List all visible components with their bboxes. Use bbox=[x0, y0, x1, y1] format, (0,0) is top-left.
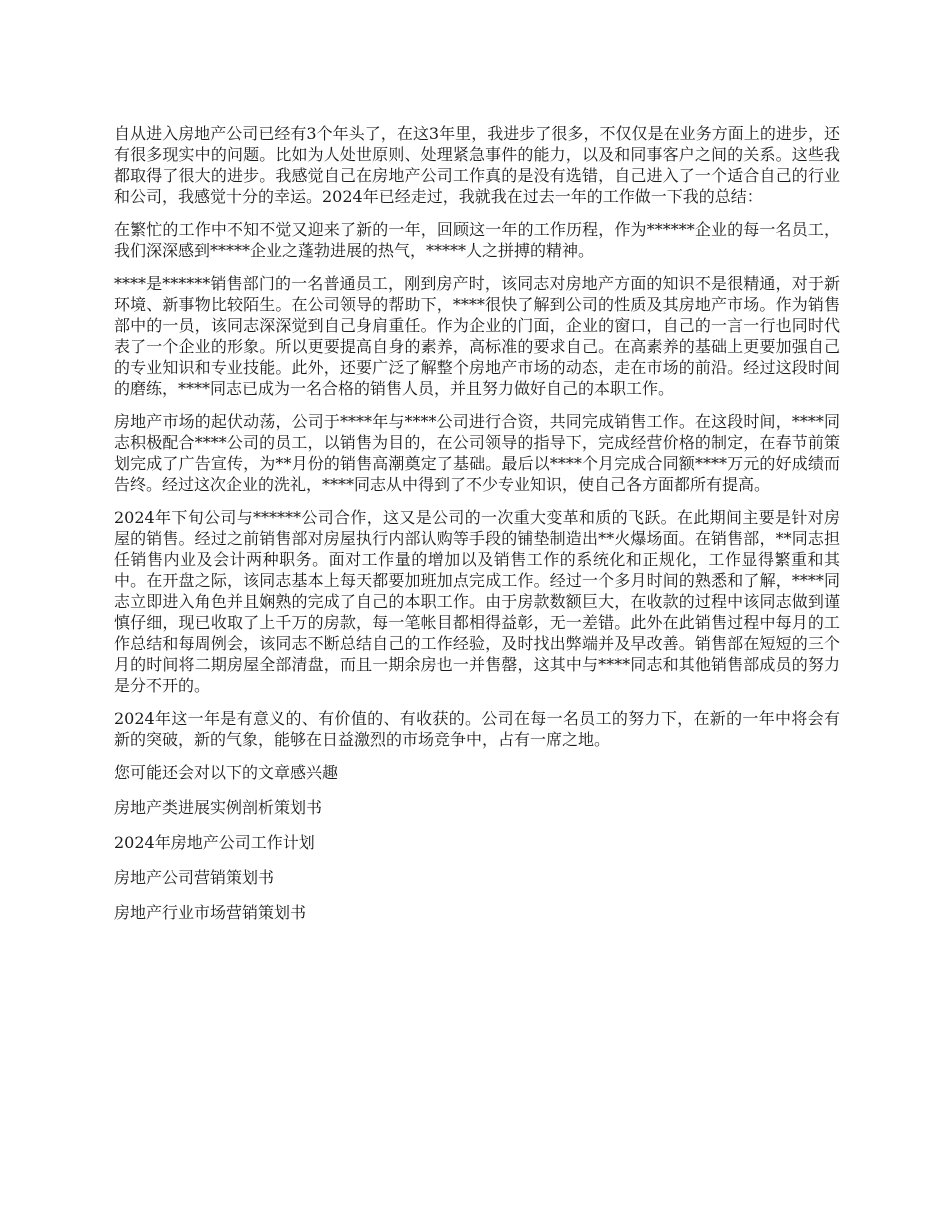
article-body bbox=[114, 123, 840, 750]
related-articles bbox=[114, 762, 840, 923]
related-link[interactable]: 2024年房地产公司工作计划 bbox=[114, 833, 315, 852]
paragraph-conclusion: 2024年这一年是有意义的、有价值的、有收获的。公司在每一名员工的努力下，在新的一年中将会有新的突破，新的气象，能够在日益激烈的市场竞争中，占有一席之地。 bbox=[114, 709, 840, 749]
paragraph-employee-profile: ****是******销售部门的一名普通员工，刚到房产时，该同志对房地产方面的知识不是很精通，对于新环境、新事物比较陌生。在公司领导的帮助下，****很快了解到公司的性质及其房地产市场。作为销售部中的一员，该同志深深觉到自己身肩重任。作为企业的门面，企业的窗口，自己的一言一行也同时代表了一个企业的形象。所以更要提高自身的素养，高标准的要求自己。在高素养的基础上更要加强自己的专业知识和专业技能。此外，还要广泛了解整个房地产市场的动态，走在市场的前沿。经过这段时间的磨练，****同志已成为一名合格的销售人员，并且努力做好自己的本职工作。 bbox=[114, 274, 840, 398]
related-link[interactable]: 房地产行业市场营销策划书 bbox=[114, 903, 307, 922]
related-link[interactable]: 房地产公司营销策划书 bbox=[114, 868, 275, 887]
paragraph-joint-venture: 房地产市场的起伏动荡，公司于****年与****公司进行合资，共同完成销售工作。在这段时间，****同志积极配合****公司的员工，以销售为目的，在公司领导的指导下，完成经营价格的制定，在春节前策划完成了广告宣传，为**月份的销售高潮奠定了基础。最后以****个月完成合同额****万元的好成绩而告终。经过这次企业的洗礼，****同志从中得到了不少专业知识，使自己各方面都所有提高。 bbox=[114, 412, 840, 494]
related-list bbox=[114, 797, 840, 923]
paragraph-cooperation: 2024年下旬公司与******公司合作，这又是公司的一次重大变革和质的飞跃。在此期间主要是针对房屋的销售。经过之前销售部对房屋执行内部认购等手段的铺垫制造出**火爆场面。在销售部，**同志担任销售内业及会计两种职务。面对工作量的增加以及销售工作的系统化和正规化，工作显得繁重和其中。在开盘之际，该同志基本上每天都要加班加点完成工作。经过一个多月时间的熟悉和了解，****同志立即进入角色并且娴熟的完成了自己的本职工作。由于房款数额巨大，在收款的过程中该同志做到谨慎仔细，现已收取了上千万的房款，每一笔帐目都相得益彰，无一差错。此外在此销售过程中每月的工作总结和每周例会，该同志不断总结自己的工作经验，及时找出弊端并及早改善。销售部在短短的三个月的时间将二期房屋全部清盘，而且一期余房也一并售罄，这其中与****同志和其他销售部成员的努力是分不开的。 bbox=[114, 508, 840, 695]
paragraph-intro: 自从进入房地产公司已经有3个年头了，在这3年里，我进步了很多，不仅仅是在业务方面上的进步，还有很多现实中的问题。比如为人处世原则、处理紧急事件的能力，以及和同事客户之间的关系。这些我都取得了很大的进步。我感觉自己在房地产公司工作真的是没有选错，自己进入了一个适合自己的行业和公司，我感觉十分的幸运。2024年已经走过，我就我在过去一年的工作做一下我的总结： bbox=[114, 124, 840, 206]
related-heading: 您可能还会对以下的文章感兴趣 bbox=[114, 763, 339, 782]
related-link[interactable]: 房地产类进展实例剖析策划书 bbox=[114, 798, 323, 817]
paragraph-new-year: 在繁忙的工作中不知不觉又迎来了新的一年，回顾这一年的工作历程，作为******企业的每一名员工，我们深深感到*****企业之蓬勃进展的热气，*****人之拼搏的精神。 bbox=[114, 220, 840, 260]
document-page bbox=[114, 123, 840, 937]
